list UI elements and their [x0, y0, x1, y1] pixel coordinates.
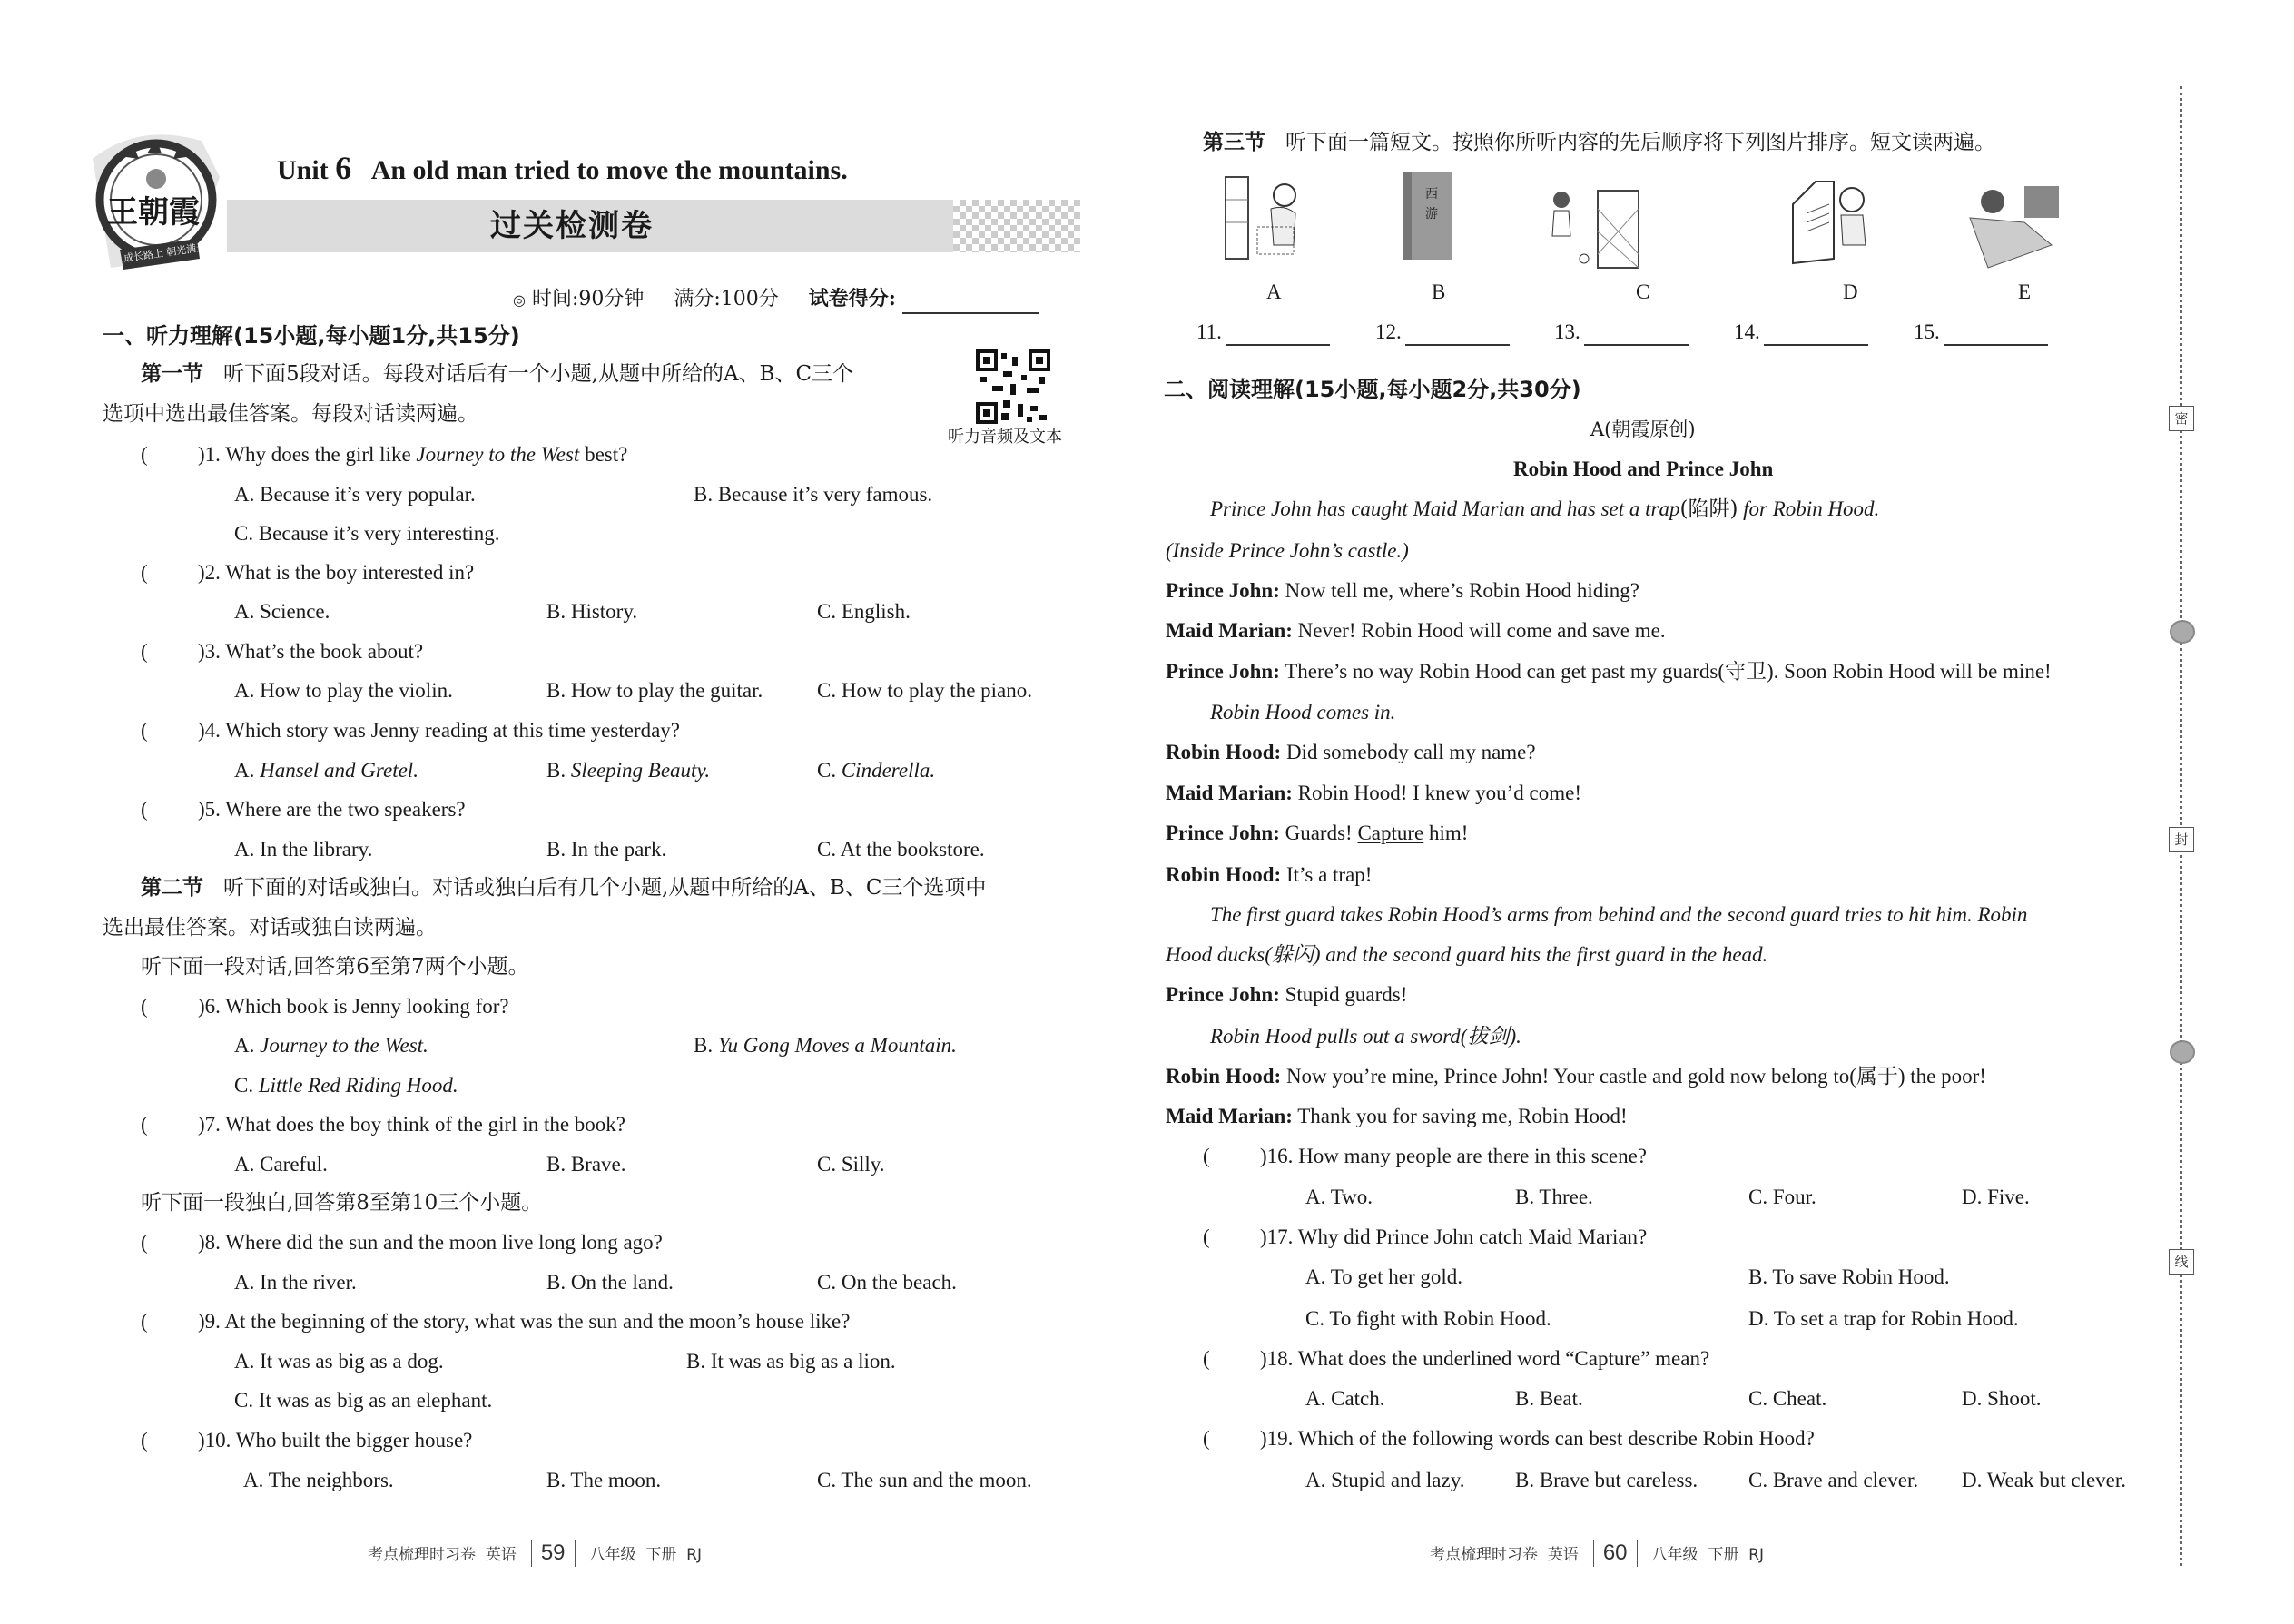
option-b: B. It was as big as a lion. — [686, 1350, 896, 1373]
dialogue-line: Robin Hood: Now you’re mine, Prince John! Your castle and gold now belong to(属于) the poor! — [1166, 1065, 1986, 1088]
answer-blank[interactable]: ( — [1203, 1225, 1210, 1248]
section3-instructions — [1203, 129, 1995, 156]
question-9: () 9. At the beginning of the story, what was the sun and the moon’s house like? — [141, 1308, 850, 1335]
stage-direction: Robin Hood comes in. — [1210, 701, 1396, 723]
option-c: C. On the beach. — [817, 1271, 957, 1294]
option-b: B. Sleeping Beauty. — [546, 759, 711, 782]
margin-label-seal: 密 — [2169, 406, 2194, 431]
section2-label: 第二节 — [141, 876, 203, 900]
answer-blank[interactable]: ( — [1203, 1427, 1210, 1450]
qr-code[interactable] — [976, 349, 1050, 424]
option-b: B. Because it’s very famous. — [694, 483, 933, 506]
exam-info — [513, 285, 1039, 314]
answer-blank[interactable]: ( — [141, 443, 148, 466]
question-3: () 3. What’s the book about? — [141, 638, 423, 665]
option-b: B. Beat. — [1515, 1387, 1583, 1410]
page-number: 60 — [1593, 1540, 1638, 1567]
margin-label-seal2: 封 — [2169, 827, 2194, 852]
answer-blank[interactable]: ( — [1203, 1145, 1210, 1167]
option-a: A. Science. — [234, 600, 330, 623]
question-18: () 18. What does the underlined word “Capture” mean? — [1203, 1345, 1709, 1373]
stage-direction-cont: Hood ducks(躲闪) and the second guard hits the first guard in the head. — [1166, 943, 1768, 966]
option-c: C. Brave and clever. — [1748, 1469, 1919, 1491]
part2-heading: 二、阅读理解(15小题,每小题2分,共30分) — [1164, 377, 1581, 402]
svg-text:西: 西 — [1425, 188, 1438, 202]
answer-blank[interactable]: ( — [1203, 1347, 1210, 1370]
stage-direction: Robin Hood pulls out a sword(拔剑). — [1210, 1025, 1521, 1048]
option-b: B. On the land. — [546, 1271, 674, 1294]
unit-number: 6 — [335, 150, 352, 186]
option-a: A. Journey to the West. — [234, 1034, 428, 1057]
option-c: C. How to play the piano. — [817, 679, 1032, 702]
option-c: C. Because it’s very interesting. — [234, 522, 500, 545]
section1-instructions — [141, 360, 853, 388]
question-10: () 10. Who built the bigger house? — [141, 1427, 472, 1454]
answer-blank[interactable]: ( — [141, 561, 148, 584]
dialogue-line: Maid Marian: Thank you for saving me, Robin Hood! — [1166, 1105, 1628, 1127]
option-c: C. To fight with Robin Hood. — [1305, 1307, 1551, 1330]
section3-text: 听下面一篇短文。按照你所听内容的先后顺序将下列图片排序。短文读两遍。 — [1285, 131, 1995, 154]
option-b: B. Yu Gong Moves a Mountain. — [694, 1034, 957, 1057]
option-c: C. It was as big as an elephant. — [234, 1389, 493, 1412]
page-number: 59 — [531, 1540, 576, 1567]
section2-instructions — [141, 874, 986, 901]
qr-caption: 听力音频及文本 — [948, 428, 1062, 447]
picture-b-book — [1389, 171, 1489, 261]
banner-title: 过关检测卷 — [490, 208, 654, 244]
unit-label: Unit — [277, 155, 329, 185]
option-a: A. The neighbors. — [243, 1469, 394, 1491]
passage-label: A(朝霞原创) — [1590, 418, 1696, 440]
section1-label: 第一节 — [141, 362, 203, 386]
unit-title — [277, 150, 848, 189]
option-a: A. In the river. — [234, 1271, 357, 1294]
option-a: A. Catch. — [1305, 1387, 1385, 1410]
answer-blank[interactable]: ( — [141, 995, 148, 1018]
section2-text2: 选出最佳答案。对话或独白读两遍。 — [103, 916, 437, 940]
option-d: D. Five. — [1962, 1186, 2030, 1208]
option-c: C. Silly. — [817, 1153, 885, 1176]
logo-text: 王朝霞 — [107, 194, 200, 231]
part1-heading: 一、听力理解(15小题,每小题1分,共15分) — [103, 323, 520, 349]
option-a: A. Careful. — [234, 1153, 328, 1176]
option-b: B. To save Robin Hood. — [1748, 1265, 1950, 1288]
option-a: A. Two. — [1305, 1186, 1373, 1208]
section3-label: 第三节 — [1203, 131, 1265, 154]
section2-text: 听下面的对话或独白。对话或独白后有几个小题,从题中所给的A、B、C三个选项中 — [223, 876, 987, 900]
dialogue-line: Maid Marian: Robin Hood! I knew you’d come! — [1166, 782, 1582, 804]
option-c: C. The sun and the moon. — [817, 1469, 1032, 1491]
option-a: A. Hansel and Gretel. — [234, 759, 418, 782]
passage-scene: (Inside Prince John’s castle.) — [1166, 539, 1409, 562]
option-c: C. Four. — [1748, 1186, 1816, 1208]
option-d: D. Weak but clever. — [1962, 1469, 2127, 1491]
dialogue-line: Prince John: There’s no way Robin Hood can get past my guards(守卫). Soon Robin Hood will be mine! — [1166, 660, 2052, 683]
question-7: () 7. What does the boy think of the girl in the book? — [141, 1111, 625, 1138]
question-1: () 1. Why does the girl like Journey to the West best? — [141, 441, 627, 468]
answer-blank[interactable]: ( — [141, 1231, 148, 1254]
answer-blank[interactable]: ( — [141, 1113, 148, 1136]
picture-label-a: A — [1266, 281, 1282, 303]
picture-a-supermarket — [1221, 172, 1321, 263]
question-19: () 19. Which of the following words can best describe Robin Hood? — [1203, 1425, 1815, 1452]
dialog-intro: 听下面一段对话,回答第6至第7两个小题。 — [141, 955, 529, 979]
picture-label-b: B — [1432, 281, 1446, 303]
answer-blank-15[interactable]: 15. — [1914, 319, 2048, 346]
dialogue-line: Maid Marian: Never! Robin Hood will come and save me. — [1166, 619, 1666, 642]
option-d: D. Shoot. — [1962, 1387, 2042, 1410]
dialogue-line: Prince John: Stupid guards! — [1166, 983, 1408, 1006]
unit-title-text: An old man tried to move the mountains. — [370, 155, 848, 185]
answer-blank-13[interactable]: 13. — [1554, 319, 1689, 346]
passage-title: Robin Hood and Prince John — [1513, 458, 1774, 480]
answer-blank[interactable]: ( — [141, 1429, 148, 1452]
cut-line — [2180, 86, 2182, 1566]
answer-blank[interactable]: ( — [141, 640, 148, 663]
picture-label-d: D — [1843, 281, 1858, 303]
exam-full-marks: 满分:100分 — [674, 288, 779, 310]
underlined-word: Capture — [1357, 822, 1424, 844]
exam-time: 时间:90分钟 — [531, 288, 645, 310]
picture-c-football — [1543, 182, 1643, 272]
answer-blank[interactable]: ( — [141, 798, 148, 821]
svg-text:游: 游 — [1425, 208, 1438, 221]
section1-text: 听下面5段对话。每段对话后有一个小题,从题中所给的A、B、C三个 — [223, 362, 854, 386]
option-a: A. To get her gold. — [1305, 1265, 1462, 1288]
score-label: 试卷得分: — [808, 287, 896, 310]
option-c: C. English. — [817, 600, 911, 623]
clock-icon: ◎ — [513, 291, 526, 309]
answer-blank[interactable]: ( — [141, 1310, 148, 1333]
option-b: B. Three. — [1515, 1186, 1593, 1208]
picture-d-piano — [1788, 177, 1888, 268]
score-field[interactable] — [902, 290, 1039, 314]
stage-direction: The first guard takes Robin Hood’s arms from behind and the second guard tries to hit him. Robin — [1210, 903, 2028, 926]
margin-circle-icon — [2170, 620, 2195, 644]
question-17: () 17. Why did Prince John catch Maid Marian? — [1203, 1224, 1647, 1251]
option-a: A. How to play the violin. — [234, 679, 453, 702]
section1-text2: 选项中选出最佳答案。每段对话读两遍。 — [103, 402, 478, 426]
question-2: () 2. What is the boy interested in? — [141, 559, 474, 586]
dialogue-line: Robin Hood: It’s a trap! — [1166, 863, 1373, 886]
margin-label-line: 线 — [2169, 1249, 2194, 1275]
option-b: B. How to play the guitar. — [546, 679, 763, 702]
question-6: () 6. Which book is Jenny looking for? — [141, 993, 509, 1020]
dialogue-line: Prince John: Now tell me, where’s Robin Hood hiding? — [1166, 579, 1639, 602]
margin-circle-icon — [2170, 1040, 2195, 1064]
option-b: B. History. — [546, 600, 638, 623]
option-c: C. Little Red Riding Hood. — [234, 1074, 458, 1097]
picture-label-c: C — [1636, 281, 1650, 303]
logo-slogan: 成长路上 朝光满天 — [123, 241, 207, 265]
footer-left: 考点梳理时习卷 英语 59 八年级 下册 RJ — [368, 1540, 702, 1565]
banner-checker — [953, 200, 1080, 252]
option-a: A. Because it’s very popular. — [234, 483, 476, 506]
question-16: () 16. How many people are there in this scene? — [1203, 1143, 1647, 1170]
picture-e-cinema — [1961, 182, 2061, 272]
answer-blank-12[interactable]: 12. — [1375, 319, 1510, 346]
option-d: D. To set a trap for Robin Hood. — [1748, 1307, 2019, 1330]
option-a: A. Stupid and lazy. — [1305, 1469, 1465, 1491]
question-4: () 4. Which story was Jenny reading at this time yesterday? — [141, 717, 680, 744]
option-c: C. Cinderella. — [817, 759, 936, 782]
passage-intro: Prince John has caught Maid Marian and has set a trap(陷阱) for Robin Hood. — [1210, 497, 1880, 521]
question-5: () 5. Where are the two speakers? — [141, 796, 466, 823]
option-a: A. In the library. — [234, 838, 373, 861]
option-b: B. Brave but careless. — [1515, 1469, 1698, 1491]
picture-label-e: E — [2018, 281, 2032, 303]
option-a: A. It was as big as a dog. — [234, 1350, 444, 1373]
option-c: C. At the bookstore. — [817, 838, 985, 861]
dialogue-line: Robin Hood: Did somebody call my name? — [1166, 741, 1536, 763]
monologue-intro: 听下面一段独白,回答第8至第10三个小题。 — [141, 1191, 543, 1215]
answer-blank-14[interactable]: 14. — [1734, 319, 1868, 346]
answer-blank-11[interactable]: 11. — [1196, 319, 1330, 346]
question-8: () 8. Where did the sun and the moon live long long ago? — [141, 1229, 663, 1256]
option-b: B. In the park. — [546, 838, 667, 861]
option-b: B. The moon. — [546, 1469, 662, 1491]
option-b: B. Brave. — [546, 1153, 626, 1176]
footer-right: 考点梳理时习卷 英语 60 八年级 下册 RJ — [1430, 1540, 1764, 1565]
answer-blank[interactable]: ( — [141, 719, 148, 742]
dialogue-line: Prince John: Guards! Capture him! — [1166, 822, 1469, 844]
option-c: C. Cheat. — [1748, 1387, 1827, 1410]
